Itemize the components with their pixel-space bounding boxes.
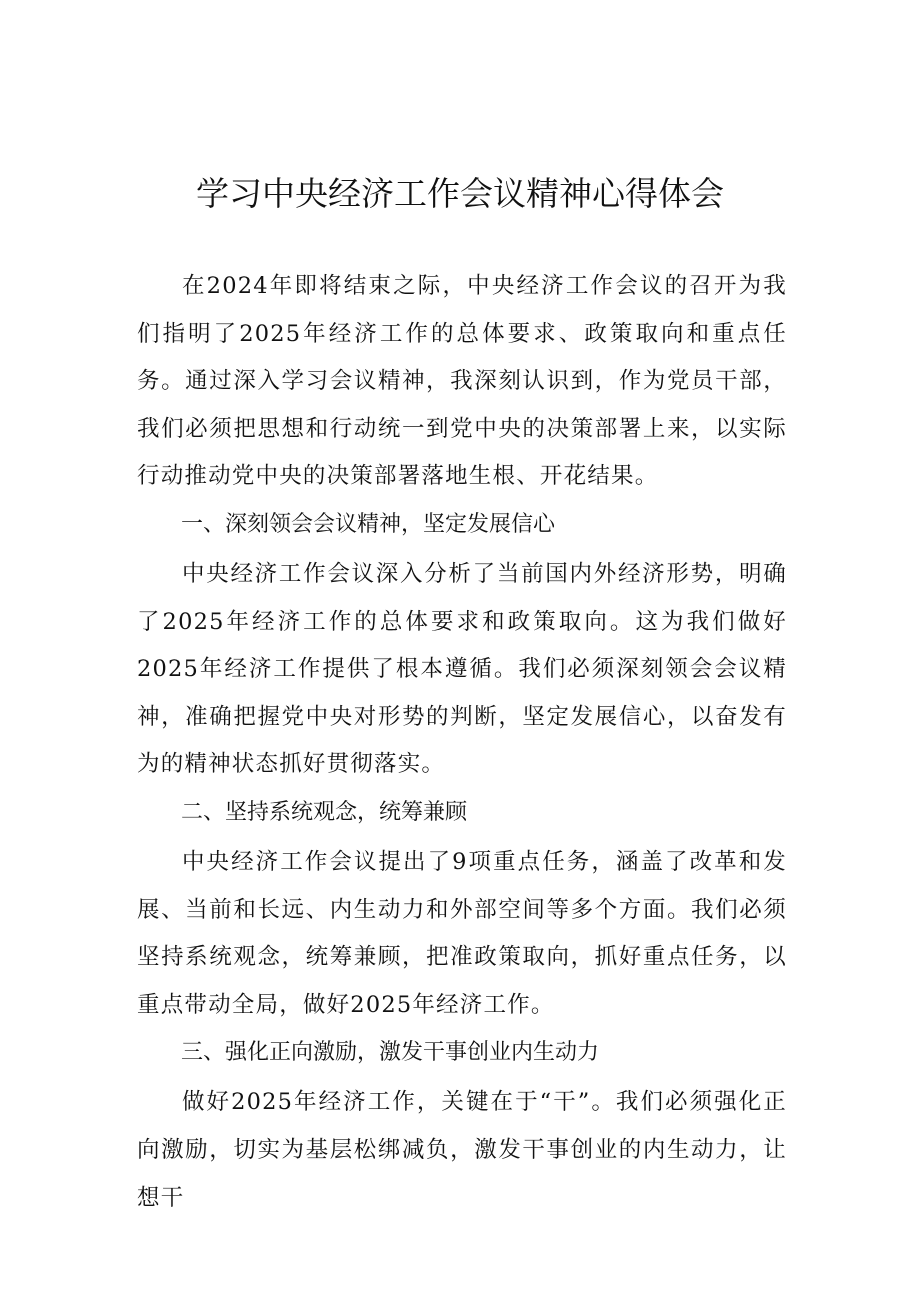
section-3-paragraph: 做好2025年经济工作，关键在于“干”。我们必须强化正向激励，切实为基层松绑减负，激发干事创业的内生动力，让想干 <box>137 1089 787 1211</box>
document-title: 学习中央经济工作会议精神心得体会 <box>196 174 724 213</box>
section-1-paragraph: 中央经济工作会议深入分析了当前国内外经济形势，明确了2025年经济工作的总体要求和政策取向。这为我们做好2025年经济工作提供了根本遵循。我们必须深刻领会会议精神，准确把握党中央对形势的判断，坚定发展信心，以奋发有为的精神状态抓好贯彻落实。 <box>137 560 787 778</box>
section-2-heading: 二、坚持系统观念，统筹兼顾 <box>181 799 468 825</box>
document-body <box>137 263 787 1222</box>
section-1-heading: 一、深刻领会会议精神，坚定发展信心 <box>181 511 556 537</box>
section-3-heading: 三、强化正向激励，激发干事创业内生动力 <box>181 1040 600 1066</box>
section-2-paragraph: 中央经济工作会议提出了9项重点任务，涵盖了改革和发展、当前和长远、内生动力和外部空间等多个方面。我们必须坚持系统观念，统筹兼顾，把准政策取向，抓好重点任务，以重点带动全局，做好2025年经济工作。 <box>137 848 787 1018</box>
intro-paragraph: 在2024年即将结束之际，中央经济工作会议的召开为我们指明了2025年经济工作的总体要求、政策取向和重点任务。通过深入学习会议精神，我深刻认识到，作为党员干部，我们必须把思想和行动统一到党中央的决策部署上来，以实际行动推动党中央的决策部署落地生根、开花结果。 <box>137 273 787 490</box>
